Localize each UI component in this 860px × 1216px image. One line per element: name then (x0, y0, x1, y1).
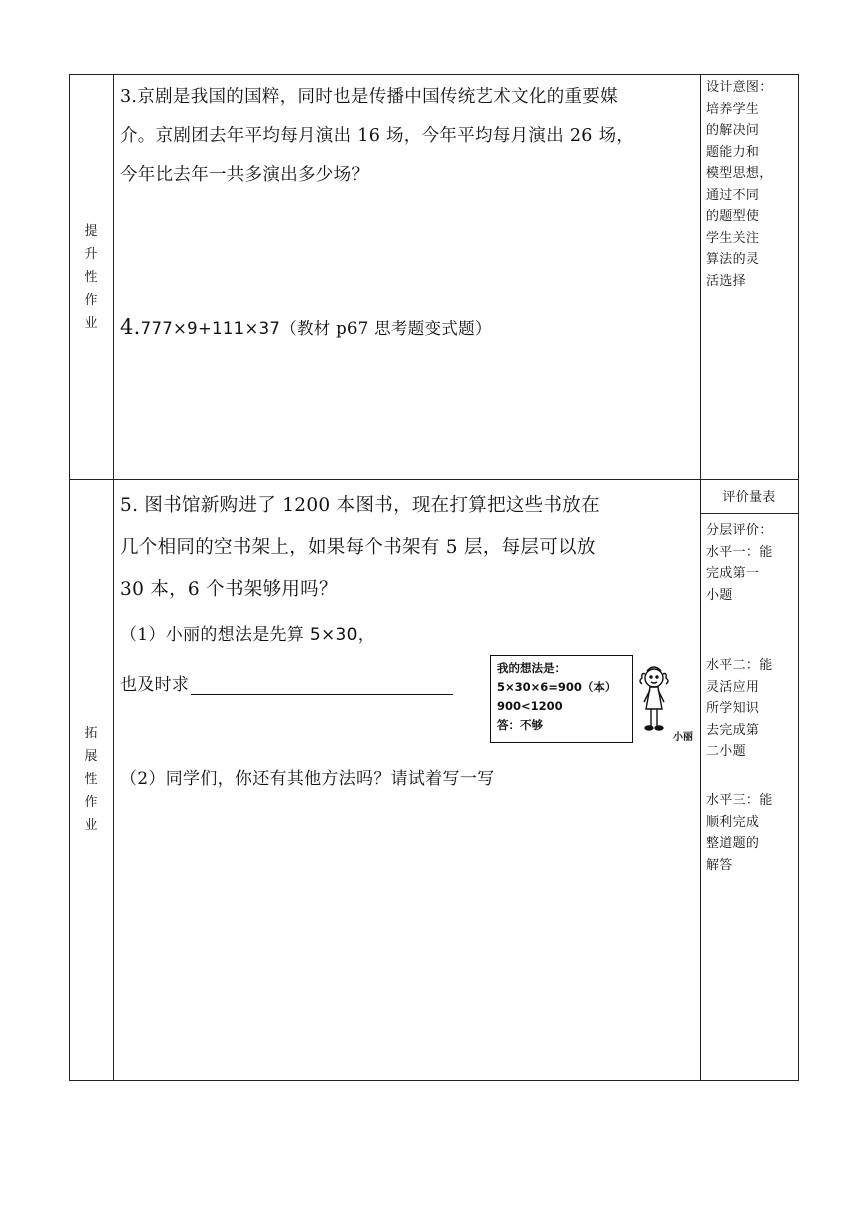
evaluation-level-2: 水平二：能 灵活应用 所学知识 去完成第 二小题 (706, 658, 773, 759)
girl-name-label: 小丽 (673, 732, 693, 743)
row-label-improvement: 提 升 性 作 业 (84, 224, 98, 331)
evaluation-level-1: 分层评价： 水平一：能 完成第一 小题 (706, 523, 773, 603)
row-divider (69, 479, 799, 480)
sub-question-1: （1）小丽的想法是先算 5×30， (120, 625, 376, 645)
design-intent-note: 设计意图： 培养学生 的解决问 题能力和 模型思想， 通过不同 的题型使 学生关注 算法的灵 活选择 (706, 80, 773, 289)
column-divider-right (700, 74, 701, 1081)
sub-question-1-blank: 也及时求 (120, 670, 453, 695)
question-4-number: 4. (120, 315, 141, 339)
question-4-note: （教材 p67 思考题变式题） (280, 319, 492, 338)
question-4 (120, 308, 492, 349)
xiaoli-thought-box: 我的想法是： 5×30×6=900（本） 900<1200 答：不够 (490, 655, 633, 743)
question-4-expression: 777×9+111×37 (140, 319, 281, 338)
evaluation-level-3: 水平三：能 顺利完成 整道题的 解答 (706, 793, 773, 873)
question-3: 3.京剧是我国的国粹，同时也是传播中国传统艺术文化的重要媒 介。京剧团去年平均每月演出 16 场，今年平均每月演出 26 场， 今年比去年一共多演出多少场？ (120, 87, 635, 185)
row-label-extension: 拓 展 性 作 业 (84, 726, 98, 833)
answer-blank-line[interactable] (191, 676, 453, 695)
column-divider-left (113, 74, 114, 1081)
sub-question-2: （2）同学们，你还有其他方法吗？请试着写一写 (120, 769, 495, 789)
evaluation-header: 评价量表 (722, 490, 776, 505)
question-5: 5. 图书馆新购进了 1200 本图书，现在打算把这些书放在 几个相同的空书架上，如果每个书架有 5 层，每层可以放 30 本，6 个书架够用吗？ (120, 495, 600, 600)
side-header-divider (700, 513, 799, 514)
girl-illustration (636, 664, 672, 744)
